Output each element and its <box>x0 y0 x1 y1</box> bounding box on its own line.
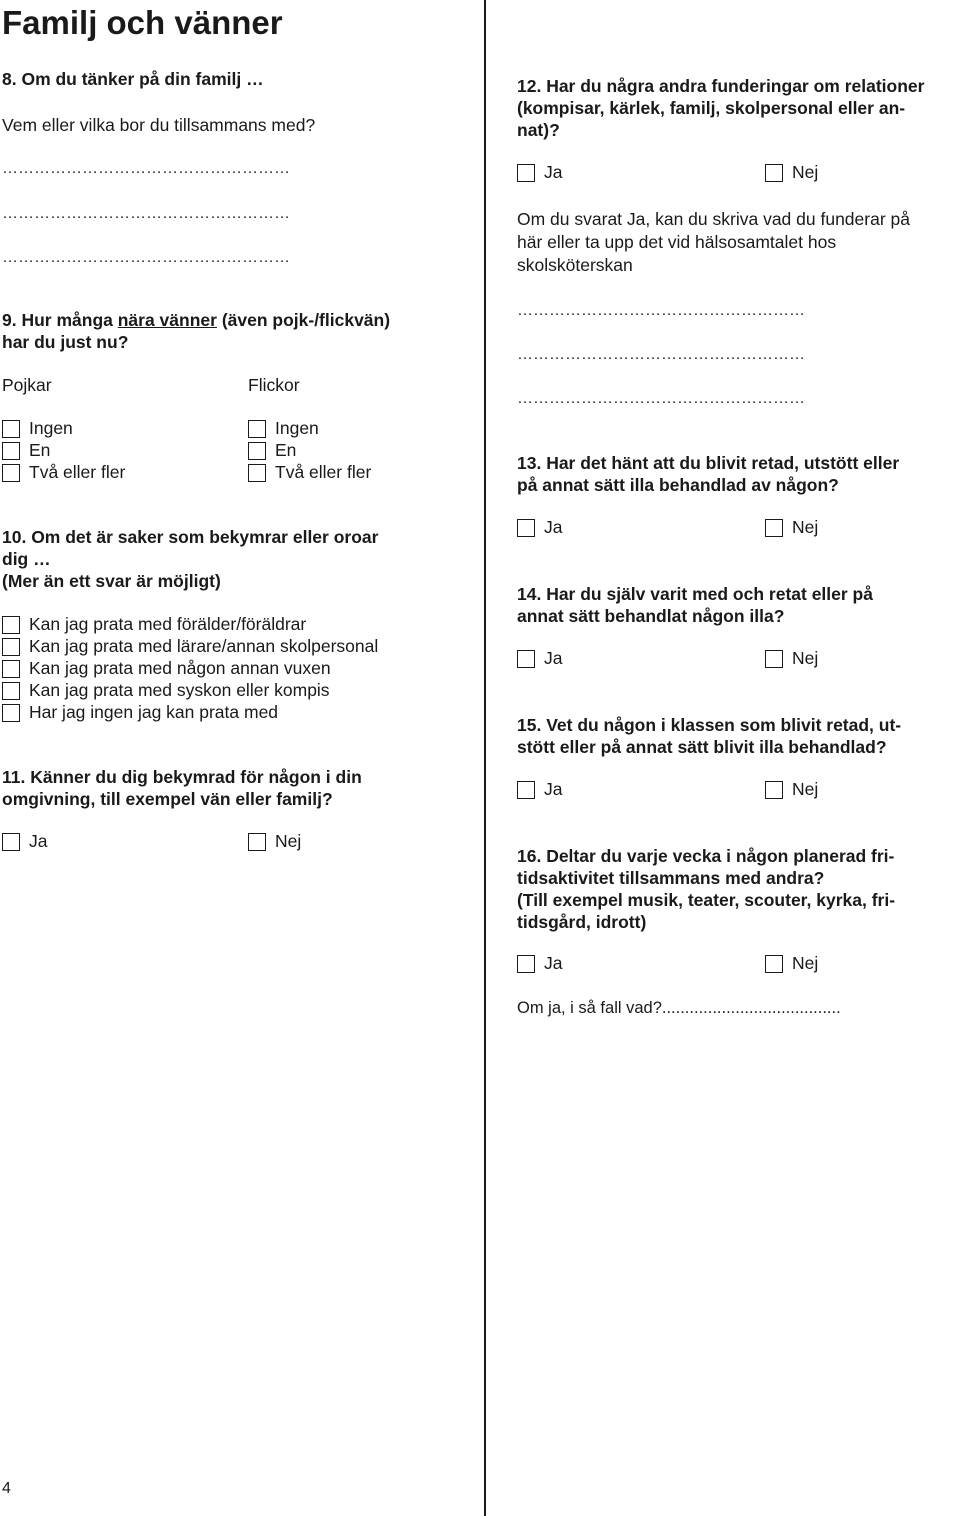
q11-yes[interactable] <box>2 831 47 852</box>
checkbox[interactable] <box>2 682 20 700</box>
option-label: Ja <box>544 162 563 182</box>
q12-answer-line-1[interactable]: ……………………………………………… <box>517 302 805 319</box>
q16-yes[interactable] <box>517 953 562 974</box>
q8-heading: 8. Om du tänker på din familj … <box>2 69 264 89</box>
q10-option-teacher[interactable] <box>2 636 378 657</box>
checkbox[interactable] <box>248 833 266 851</box>
q9-col-girls: Flickor <box>248 375 300 395</box>
checkbox[interactable] <box>2 660 20 678</box>
q12-answer-line-3[interactable]: ……………………………………………… <box>517 390 805 407</box>
q10-option-nobody[interactable] <box>2 702 278 723</box>
column-divider <box>484 0 486 1516</box>
checkbox[interactable] <box>2 616 20 634</box>
q12-note-line2: här eller ta upp det vid hälsosamtalet hos <box>517 232 837 252</box>
q12-note-line1: Om du svarat Ja, kan du skriva vad du funderar på <box>517 209 910 229</box>
option-label: Kan jag prata med någon annan vuxen <box>29 658 331 678</box>
option-label: Kan jag prata med förälder/föräldrar <box>29 614 307 634</box>
q15-heading-line2: stött eller på annat sätt blivit illa behandlad? <box>517 737 887 757</box>
checkbox[interactable] <box>2 833 20 851</box>
checkbox[interactable] <box>517 519 535 537</box>
option-label: Nej <box>792 953 819 973</box>
option-label: Har jag ingen jag kan prata med <box>29 702 279 722</box>
q9-heading <box>2 309 390 331</box>
q10-option-parent[interactable] <box>2 614 306 635</box>
q8-prompt: Vem eller vilka bor du tillsammans med? <box>2 115 316 135</box>
checkbox[interactable] <box>765 781 783 799</box>
option-label: Ingen <box>29 418 73 438</box>
q9-girls-option-two-plus[interactable] <box>248 462 371 483</box>
checkbox[interactable] <box>517 781 535 799</box>
q10-heading-line2: dig … <box>2 549 51 569</box>
option-label: Nej <box>792 648 819 668</box>
q10-heading: 10. Om det är saker som bekymrar eller oroar <box>2 527 379 547</box>
q9-heading-underlined: nära vänner <box>117 310 217 330</box>
q12-heading-line3: nat)? <box>517 120 560 140</box>
q11-heading: 11. Känner du dig bekymrad för någon i din <box>2 767 362 787</box>
option-label: En <box>29 440 51 460</box>
q13-no[interactable] <box>765 517 818 538</box>
checkbox[interactable] <box>765 164 783 182</box>
q9-girls-option-none[interactable] <box>248 418 319 439</box>
option-label: Ja <box>544 779 563 799</box>
q16-heading-line4: tidsgård, idrott) <box>517 912 647 932</box>
option-label: Två eller fler <box>29 462 126 482</box>
q9-boys-option-one[interactable] <box>2 440 50 461</box>
option-label: Kan jag prata med syskon eller kompis <box>29 680 330 700</box>
q15-heading: 15. Vet du någon i klassen som blivit retad, ut- <box>517 715 902 735</box>
q16-heading: 16. Deltar du varje vecka i någon planerad fri- <box>517 846 895 866</box>
q16-followup-field[interactable]: Om ja, i så fall vad?....................................... <box>517 999 841 1017</box>
q14-yes[interactable] <box>517 648 562 669</box>
q8-answer-line-1[interactable]: ……………………………………………… <box>2 160 290 177</box>
option-label: Ja <box>29 831 48 851</box>
q9-col-boys: Pojkar <box>2 375 52 395</box>
q12-no[interactable] <box>765 162 818 183</box>
checkbox[interactable] <box>248 442 266 460</box>
q15-yes[interactable] <box>517 779 562 800</box>
q9-boys-option-none[interactable] <box>2 418 73 439</box>
option-label: Nej <box>792 517 819 537</box>
q12-heading-line2: (kompisar, kärlek, familj, skolpersonal eller an- <box>517 98 906 118</box>
q12-yes[interactable] <box>517 162 562 183</box>
q11-no[interactable] <box>248 831 301 852</box>
q13-yes[interactable] <box>517 517 562 538</box>
q9-girls-option-one[interactable] <box>248 440 296 461</box>
page-number: 4 <box>2 1480 11 1497</box>
checkbox[interactable] <box>248 464 266 482</box>
q10-option-other-adult[interactable] <box>2 658 331 679</box>
checkbox[interactable] <box>248 420 266 438</box>
q9-boys-option-two-plus[interactable] <box>2 462 125 483</box>
q9-heading-post: (även pojk-/flickvän) <box>216 310 391 330</box>
q16-no[interactable] <box>765 953 818 974</box>
q10-heading-line3: (Mer än ett svar är möjligt) <box>2 571 221 591</box>
q13-heading: 13. Har det hänt att du blivit retad, utstött eller <box>517 453 900 473</box>
q13-heading-line2: på annat sätt illa behandlad av någon? <box>517 475 839 495</box>
checkbox[interactable] <box>2 442 20 460</box>
q12-answer-line-2[interactable]: ……………………………………………… <box>517 346 805 363</box>
checkbox[interactable] <box>517 650 535 668</box>
checkbox[interactable] <box>765 650 783 668</box>
q12-heading: 12. Har du några andra funderingar om relationer <box>517 76 925 96</box>
checkbox[interactable] <box>765 519 783 537</box>
q9-heading-pre: 9. Hur många <box>2 310 118 330</box>
q8-answer-line-3[interactable]: ……………………………………………… <box>2 249 290 266</box>
checkbox[interactable] <box>2 464 20 482</box>
option-label: Ja <box>544 517 563 537</box>
checkbox[interactable] <box>517 955 535 973</box>
q15-no[interactable] <box>765 779 818 800</box>
q10-option-sibling-friend[interactable] <box>2 680 330 701</box>
checkbox[interactable] <box>765 955 783 973</box>
option-label: Nej <box>792 779 819 799</box>
q16-heading-line2: tidsaktivitet tillsammans med andra? <box>517 868 825 888</box>
q9-heading-line2: har du just nu? <box>2 332 129 352</box>
q16-heading-line3: (Till exempel musik, teater, scouter, kyrka, fri- <box>517 890 896 910</box>
checkbox[interactable] <box>2 420 20 438</box>
option-label: Nej <box>275 831 302 851</box>
option-label: Ja <box>544 648 563 668</box>
checkbox[interactable] <box>2 638 20 656</box>
q14-heading: 14. Har du själv varit med och retat eller på <box>517 584 873 604</box>
q12-note-line3: skolsköterskan <box>517 255 633 275</box>
option-label: Kan jag prata med lärare/annan skolpersonal <box>29 636 379 656</box>
q8-answer-line-2[interactable]: ……………………………………………… <box>2 205 290 222</box>
option-label: En <box>275 440 297 460</box>
q11-heading-line2: omgivning, till exempel vän eller familj? <box>2 789 333 809</box>
option-label: Ingen <box>275 418 319 438</box>
checkbox[interactable] <box>2 704 20 722</box>
option-label: Ja <box>544 953 563 973</box>
checkbox[interactable] <box>517 164 535 182</box>
q14-heading-line2: annat sätt behandlat någon illa? <box>517 606 785 626</box>
option-label: Nej <box>792 162 819 182</box>
page-title: Familj och vänner <box>2 4 283 41</box>
q14-no[interactable] <box>765 648 818 669</box>
option-label: Två eller fler <box>275 462 372 482</box>
